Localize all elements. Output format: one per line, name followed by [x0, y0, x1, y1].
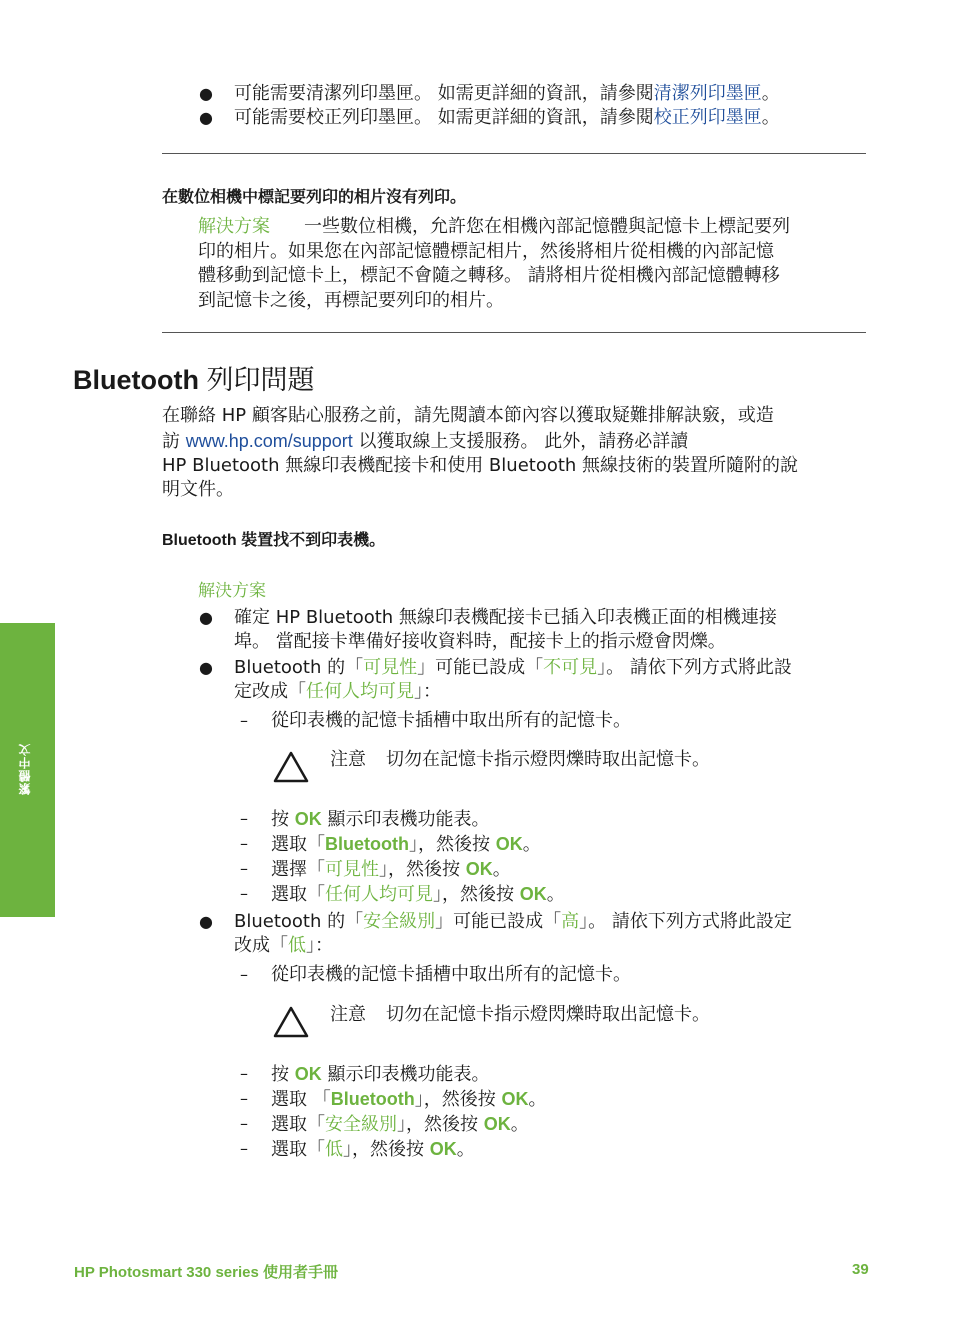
top-bullet-2-text: 可能需要校正列印墨匣。 如需更詳細的資訊，請參閱 [234, 107, 654, 128]
clean-cartridge-link[interactable]: 清潔列印墨匣 [653, 83, 762, 104]
menu-option: Bluetooth [330, 1089, 415, 1109]
top-bullet-1 [234, 82, 780, 106]
ok-button-ref: OK [501, 1089, 529, 1109]
camera-heading: 在數位相機中標記要列印的相片沒有列印。 [162, 189, 467, 206]
b2-visibility: 可見性 [363, 657, 418, 678]
b3-d: 改成「 [234, 935, 288, 956]
b3-a: Bluetooth 的「 [234, 911, 364, 932]
bullet2-line-2 [234, 680, 441, 704]
step2-1 [271, 1062, 489, 1087]
ok-button-ref: OK [294, 809, 322, 829]
remove-cards-step: 從印表機的記憶卡插槽中取出所有的記憶卡。 [271, 964, 631, 985]
camera-line-3: 體移動到記憶卡上，標記不會隨之轉移。 請將相片從相機內部記憶體轉移 [198, 265, 780, 286]
bullet-dot: ● [199, 658, 213, 677]
bullet1-line-2: 埠。 當配接卡準備好接收資料時，配接卡上的指示燈會閃爍。 [234, 631, 726, 652]
bullet3-line-1 [234, 910, 792, 934]
footer-title: HP Photosmart 330 series 使用者手冊 [74, 1264, 338, 1281]
bullet-dot: ● [199, 608, 213, 627]
step-end: 。 [492, 859, 511, 880]
b3-high: 高 [561, 911, 580, 932]
step-post: 」，然後按 [379, 859, 466, 880]
b2-d: 定改成「 [234, 681, 306, 702]
dash: – [240, 809, 248, 828]
intro-line-2 [162, 429, 688, 454]
step-post: 顯示印表機功能表。 [321, 1064, 490, 1085]
intro-line-1: 在聯絡 HP 顧客貼心服務之前，請先閱讀本節內容以獲取疑難排解訣竅，或造 [162, 405, 774, 426]
dash: – [240, 1139, 248, 1158]
dash: – [240, 711, 248, 730]
page-title [73, 363, 315, 398]
dash: – [240, 884, 248, 903]
note-text: 切勿在記憶卡指示燈閃爍時取出記憶卡。 [386, 749, 710, 770]
b2-b: 」可能已設成「 [417, 657, 544, 678]
b3-low: 低 [288, 935, 306, 956]
camera-line-1: 一些數位相機，允許您在相機內部記憶體與記憶卡上標記要列 [304, 216, 790, 237]
b3-e: 」： [306, 935, 333, 956]
hp-support-link[interactable]: www.hp.com/support [185, 431, 353, 451]
bullet2-line-1 [234, 656, 792, 680]
b3-c: 」。 請依下列方式將此設定 [579, 911, 792, 932]
step-end: 。 [546, 884, 565, 905]
step2-4 [271, 1137, 475, 1162]
top-bullet-2-end: 。 [761, 107, 780, 128]
menu-option: 可見性 [325, 859, 379, 880]
top-bullet-1-end: 。 [761, 83, 780, 104]
bullet-dot: ● [199, 108, 213, 127]
ok-button-ref: OK [483, 1114, 511, 1134]
step-end: 。 [528, 1089, 547, 1110]
b2-visible-to-all: 任何人均可見 [306, 681, 414, 702]
align-cartridge-link[interactable]: 校正列印墨匣 [653, 107, 762, 128]
title-en: Bluetooth [73, 365, 199, 395]
top-bullet-1-text: 可能需要清潔列印墨匣。 如需更詳細的資訊，請參閱 [234, 83, 654, 104]
solution-label: 解決方案 [198, 581, 266, 601]
solution-label: 解決方案 [198, 216, 270, 237]
step1-3 [271, 857, 511, 882]
step-pre: 選擇「 [271, 859, 325, 880]
step-pre: 按 [271, 1064, 295, 1085]
step-end: 。 [456, 1139, 475, 1160]
menu-option: 任何人均可見 [325, 884, 433, 905]
step2-3 [271, 1112, 529, 1137]
step-end: 。 [522, 834, 541, 855]
bt-subheading: Bluetooth 裝置找不到印表機。 [162, 532, 386, 549]
step1-2 [271, 832, 541, 857]
step-post: 」，然後按 [343, 1139, 430, 1160]
ok-button-ref: OK [495, 834, 523, 854]
bullet1-line-1: 確定 HP Bluetooth 無線印表機配接卡已插入印表機正面的相機連接 [234, 607, 777, 628]
dash: – [240, 1089, 248, 1108]
b2-a: Bluetooth 的「 [234, 657, 364, 678]
ok-button-ref: OK [465, 859, 493, 879]
side-tab-label: 繁體中文 [18, 743, 32, 795]
divider [162, 332, 866, 333]
warning-icon [272, 1005, 310, 1039]
step-end: 。 [510, 1114, 529, 1135]
step-post: 顯示印表機功能表。 [321, 809, 490, 830]
step-pre: 選取「 [271, 884, 325, 905]
intro-post: 以獲取線上支援服務。 此外，請務必詳讀 [352, 431, 689, 452]
step1-4 [271, 882, 565, 907]
step-pre: 選取 「 [271, 1089, 331, 1110]
bullet-dot: ● [199, 84, 213, 103]
dash: – [240, 965, 248, 984]
step-post: 」，然後按 [433, 884, 520, 905]
title-zh: 列印問題 [206, 365, 315, 396]
dash: – [240, 834, 248, 853]
step-pre: 選取「 [271, 834, 325, 855]
remove-cards-step: 從印表機的記憶卡插槽中取出所有的記憶卡。 [271, 710, 631, 731]
ok-button-ref: OK [519, 884, 547, 904]
dash: – [240, 1114, 248, 1133]
b3-security-level: 安全級別 [363, 911, 436, 932]
ok-button-ref: OK [294, 1064, 322, 1084]
side-language-tab [0, 623, 55, 917]
b2-c: 」。 請依下列方式將此設 [597, 657, 792, 678]
bullet-dot: ● [199, 912, 213, 931]
bullet3-line-2 [234, 934, 333, 958]
divider [162, 153, 866, 154]
step-post: 」，然後按 [408, 834, 496, 855]
dash: – [240, 859, 248, 878]
top-bullet-2 [234, 106, 780, 130]
intro-line-4: 明文件。 [162, 479, 234, 500]
b2-invisible: 不可見 [543, 657, 598, 678]
step-pre: 選取「 [271, 1114, 325, 1135]
step-pre: 選取「 [271, 1139, 325, 1160]
step1-1 [271, 807, 489, 832]
menu-option: 安全級別 [325, 1114, 397, 1135]
b2-e: 」： [414, 681, 441, 702]
step-post: 」，然後按 [397, 1114, 484, 1135]
camera-line-4: 到記憶卡之後，再標記要列印的相片。 [198, 290, 504, 311]
menu-option: 低 [325, 1139, 343, 1160]
step-post: 」，然後按 [414, 1089, 502, 1110]
dash: – [240, 1064, 248, 1083]
camera-line-2: 印的相片。如果您在內部記憶體標記相片，然後將相片從相機的內部記憶 [198, 241, 774, 262]
note-label: 注意 [330, 749, 366, 770]
step-pre: 按 [271, 809, 295, 830]
warning-icon [272, 750, 310, 784]
note-text: 切勿在記憶卡指示燈閃爍時取出記憶卡。 [386, 1004, 710, 1025]
intro-pre: 訪 [162, 431, 186, 452]
intro-line-3: HP Bluetooth 無線印表機配接卡和使用 Bluetooth 無線技術的裝置所隨附的說 [162, 455, 799, 476]
ok-button-ref: OK [429, 1139, 457, 1159]
menu-option: Bluetooth [325, 834, 409, 854]
step2-2 [271, 1087, 546, 1112]
note-label: 注意 [330, 1004, 366, 1025]
b3-b: 」可能已設成「 [435, 911, 562, 932]
page-number: 39 [852, 1261, 869, 1278]
